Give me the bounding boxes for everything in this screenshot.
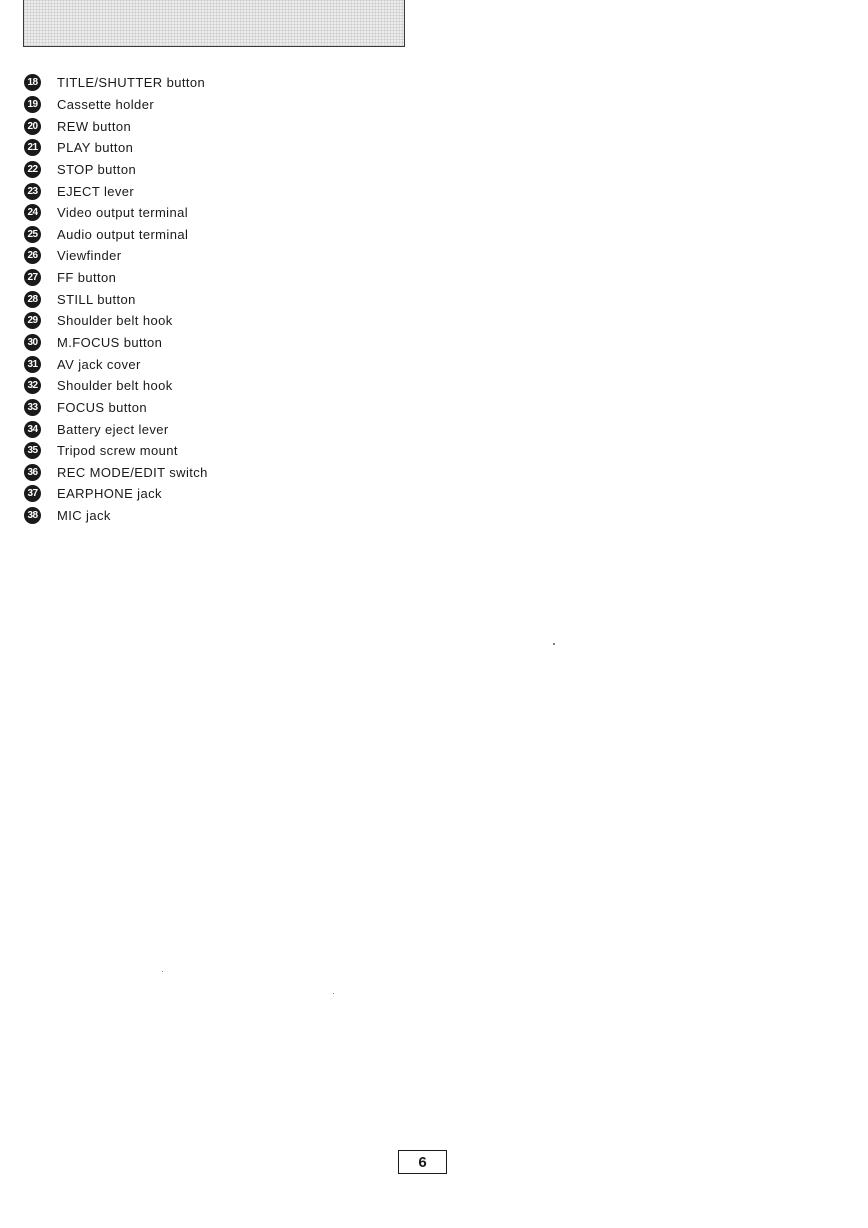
- part-number-badge: 30: [24, 334, 41, 351]
- list-item: [24, 72, 208, 94]
- list-item: [24, 462, 208, 484]
- list-item: [24, 245, 208, 267]
- list-item: [24, 418, 208, 440]
- scan-speck: [553, 643, 555, 645]
- list-item: [24, 353, 208, 375]
- part-number-badge: 33: [24, 399, 41, 416]
- list-item: [24, 483, 208, 505]
- part-label: Shoulder belt hook: [57, 313, 173, 329]
- list-item: [24, 159, 208, 181]
- part-label: STOP button: [57, 161, 137, 177]
- part-label: Cassette holder: [57, 96, 155, 112]
- list-item: [24, 505, 208, 527]
- list-item: [24, 137, 208, 159]
- part-number-badge: 21: [24, 139, 41, 156]
- list-item: [24, 397, 208, 419]
- list-item: [24, 375, 208, 397]
- parts-list: [24, 72, 208, 526]
- list-item: [24, 94, 208, 116]
- part-label: EARPHONE jack: [57, 486, 162, 502]
- part-label: Shoulder belt hook: [57, 378, 173, 394]
- list-item: [24, 267, 208, 289]
- part-label: MIC jack: [57, 508, 111, 524]
- part-number-badge: 28: [24, 291, 41, 308]
- part-number-badge: 38: [24, 507, 41, 524]
- part-number-badge: 22: [24, 161, 41, 178]
- part-label: M.FOCUS button: [57, 335, 163, 350]
- part-number-badge: 35: [24, 442, 41, 459]
- list-item: [24, 115, 208, 137]
- part-label: AV jack cover: [57, 356, 141, 372]
- scan-speck: [333, 993, 334, 994]
- list-item: [24, 332, 208, 354]
- part-label: Tripod screw mount: [57, 443, 178, 459]
- part-number-badge: 29: [24, 312, 41, 329]
- part-number-badge: 32: [24, 377, 41, 394]
- list-item: [24, 223, 208, 245]
- page-number: 6: [398, 1150, 447, 1174]
- part-label: PLAY button: [57, 140, 134, 156]
- part-number-badge: 34: [24, 421, 41, 438]
- part-label: FF button: [57, 270, 117, 286]
- part-label: Video output terminal: [57, 205, 189, 221]
- part-number-badge: 18: [24, 74, 41, 91]
- list-item: [24, 180, 208, 202]
- part-number-badge: 23: [24, 183, 41, 200]
- list-item: [24, 310, 208, 332]
- part-number-badge: 27: [24, 269, 41, 286]
- part-label: FOCUS button: [57, 399, 148, 415]
- part-number-badge: 31: [24, 356, 41, 373]
- part-number-badge: 25: [24, 226, 41, 243]
- part-number-badge: 37: [24, 485, 41, 502]
- part-number-badge: 20: [24, 118, 41, 135]
- list-item: [24, 288, 208, 310]
- list-item: [24, 440, 208, 462]
- part-label: Audio output terminal: [57, 226, 189, 242]
- part-number-badge: 24: [24, 204, 41, 221]
- scan-speck: [162, 971, 163, 972]
- list-item: [24, 202, 208, 224]
- part-label: Viewfinder: [57, 248, 122, 264]
- header-illustration-band: [23, 0, 405, 47]
- part-label: TITLE/SHUTTER button: [57, 75, 206, 91]
- part-label: STILL button: [57, 291, 136, 307]
- part-number-badge: 19: [24, 96, 41, 113]
- part-number-badge: 26: [24, 247, 41, 264]
- part-label: REC MODE/EDIT switch: [57, 464, 208, 480]
- part-label: EJECT lever: [57, 183, 135, 199]
- part-label: Battery eject lever: [57, 421, 169, 437]
- part-number-badge: 36: [24, 464, 41, 481]
- part-label: REW button: [57, 118, 132, 134]
